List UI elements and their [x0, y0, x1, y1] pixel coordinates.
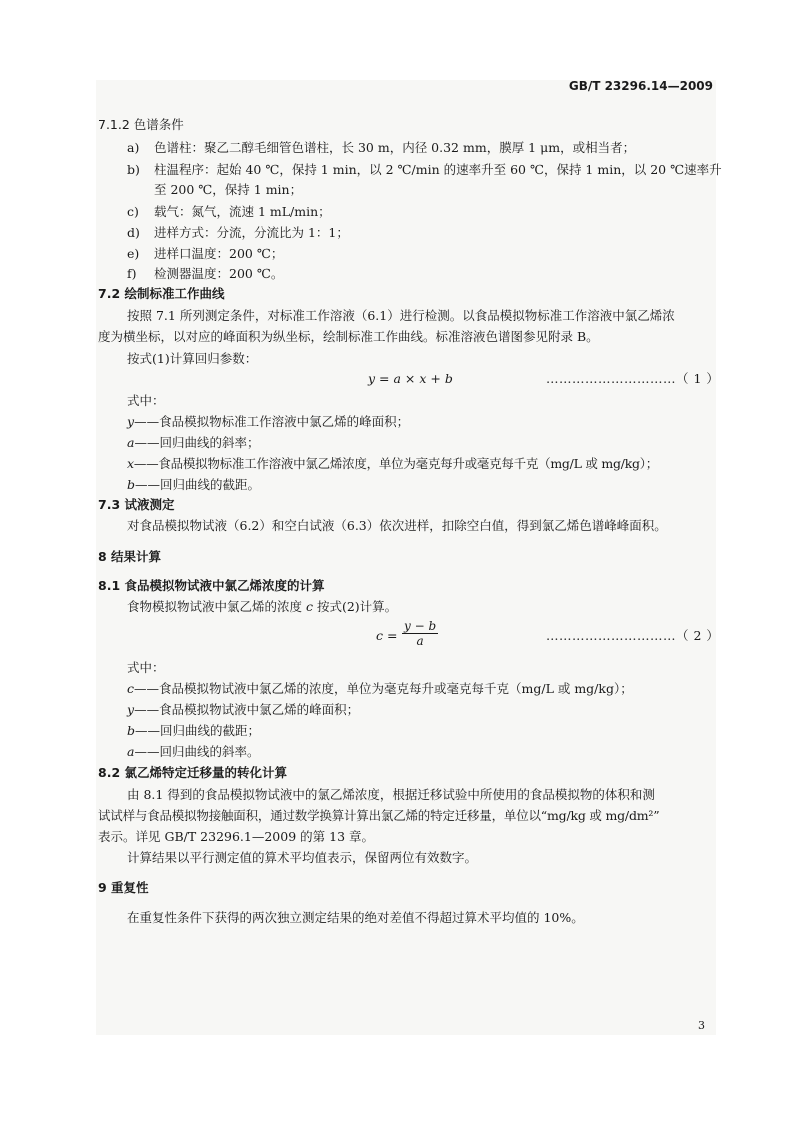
fraction-denominator: a [416, 634, 424, 648]
section-8-heading: 8 结果计算 [98, 549, 162, 564]
definition-text: ——回归曲线的斜率； [134, 435, 260, 450]
definition-text: ——食品模拟物标准工作溶液中氯乙烯浓度，单位为毫克每升或毫克每千克（mg/L 或 mg/kg）； [133, 456, 659, 471]
definition-line [127, 435, 259, 451]
section-9-heading: 9 重复性 [98, 880, 149, 895]
fraction-numerator: y − b [404, 619, 437, 633]
definition-text: ——食品模拟物标准工作溶液中氯乙烯的峰面积； [134, 414, 410, 429]
definition-text: ——回归曲线的截距。 [135, 477, 261, 492]
formula-1: y = a × x + b [368, 371, 453, 386]
definition-text: ——回归曲线的斜率。 [134, 744, 260, 759]
symbol: y [127, 414, 135, 429]
paragraph: 对食品模拟物试液（6.2）和空白试液（6.3）依次进样，扣除空白值，得到氯乙烯色谱峰峰面积。 [127, 518, 667, 533]
definition-line [127, 414, 409, 430]
page-number: 3 [698, 1019, 705, 1032]
section-7-3-heading: 7.3 试液测定 [98, 497, 175, 512]
definition-text: ——食品模拟物试液中氯乙烯的浓度，单位为毫克每升或毫克每千克（mg/L 或 mg/kg）； [134, 681, 633, 696]
where-label: 式中： [127, 393, 165, 408]
symbol: a [127, 744, 135, 759]
formula-2-number: …………………………（ 2 ） [546, 628, 720, 643]
paragraph: 在重复性条件下获得的两次独立测定结果的绝对差值不得超过算术平均值的 10%。 [127, 910, 584, 925]
definition-line [127, 456, 658, 472]
list-item-marker: c) [127, 204, 139, 219]
symbol: x [127, 456, 134, 471]
intro-text: 食物模拟物试液中氯乙烯的浓度 [127, 599, 306, 614]
where-label: 式中： [127, 660, 165, 675]
list-item-marker: e) [127, 246, 140, 261]
formula-1-number: …………………………（ 1 ） [546, 371, 720, 386]
paragraph-line: 表示。详见 GB/T 23296.1—2009 的第 13 章。 [98, 829, 374, 844]
paragraph-line: 度为横坐标，以对应的峰面积为纵坐标，绘制标准工作曲线。标准溶液色谱图参见附录 B。 [98, 329, 599, 344]
symbol: a [127, 435, 135, 450]
list-item-text: 进样口温度：200 ℃； [154, 246, 284, 261]
intro-text: 按式(2)计算。 [313, 599, 398, 614]
list-item-marker: b) [127, 162, 140, 177]
standard-number: GB/T 23296.14—2009 [568, 79, 713, 93]
section-8-1-heading: 8.1 食品模拟物试液中氯乙烯浓度的计算 [98, 578, 325, 593]
section-7-2-heading: 7.2 绘制标准工作曲线 [98, 286, 225, 301]
definition-line [127, 477, 260, 493]
symbol: b [127, 477, 136, 492]
paragraph: 计算结果以平行测定值的算术平均值表示，保留两位有效数字。 [127, 850, 478, 865]
paragraph-line: 由 8.1 得到的食品模拟物试液中的氯乙烯浓度，根据迁移试验中所使用的食品模拟物的体积和测 [127, 787, 655, 802]
paragraph-line: 试试样与食品模拟物接触面积，通过数学换算计算出氯乙烯的特定迁移量，单位以“mg/kg 或 mg/dm²” [98, 808, 660, 823]
list-item-text: 色谱柱：聚乙二醇毛细管色谱柱，长 30 m，内径 0.32 mm，膜厚 1 μm，或相当者； [154, 140, 636, 155]
list-item-marker: d) [127, 225, 140, 240]
list-item-text-continued: 至 200 ℃，保持 1 min； [154, 182, 303, 197]
section-7-1-2-heading: 7.1.2 色谱条件 [98, 117, 184, 132]
symbol: b [127, 723, 136, 738]
definition-line [127, 744, 259, 760]
list-item-text: 柱温程序：起始 40 ℃，保持 1 min，以 2 ℃/min 的速率升至 60 ℃，保持 1 min，以 20 ℃速率升 [154, 162, 722, 177]
definition-text: ——回归曲线的截距； [135, 723, 261, 738]
formula-2-fraction [402, 619, 438, 648]
definition-line [127, 723, 260, 739]
definition-line [127, 702, 359, 718]
symbol: y [127, 702, 135, 717]
list-item-text: 载气：氮气，流速 1 mL/min； [154, 204, 331, 219]
definition-text: ——食品模拟物试液中氯乙烯的峰面积； [134, 702, 360, 717]
formula-intro: 按式(1)计算回归参数： [127, 351, 258, 366]
page-sheet [96, 80, 716, 1035]
list-item-text: 进样方式：分流，分流比为 1：1； [154, 225, 349, 240]
formula-intro [127, 599, 397, 615]
symbol: c [127, 681, 135, 696]
list-item-marker: f) [127, 266, 137, 281]
definition-line [127, 681, 633, 697]
symbol: c [305, 599, 313, 614]
formula-2-lhs: c = [376, 628, 398, 643]
paragraph-line: 按照 7.1 所列测定条件，对标准工作溶液（6.1）进行检测。以食品模拟物标准工作溶液中氯乙烯浓 [127, 308, 675, 323]
list-item-text: 检测器温度：200 ℃。 [154, 266, 284, 281]
list-item-marker: a) [127, 140, 140, 155]
section-8-2-heading: 8.2 氯乙烯特定迁移量的转化计算 [98, 765, 287, 780]
